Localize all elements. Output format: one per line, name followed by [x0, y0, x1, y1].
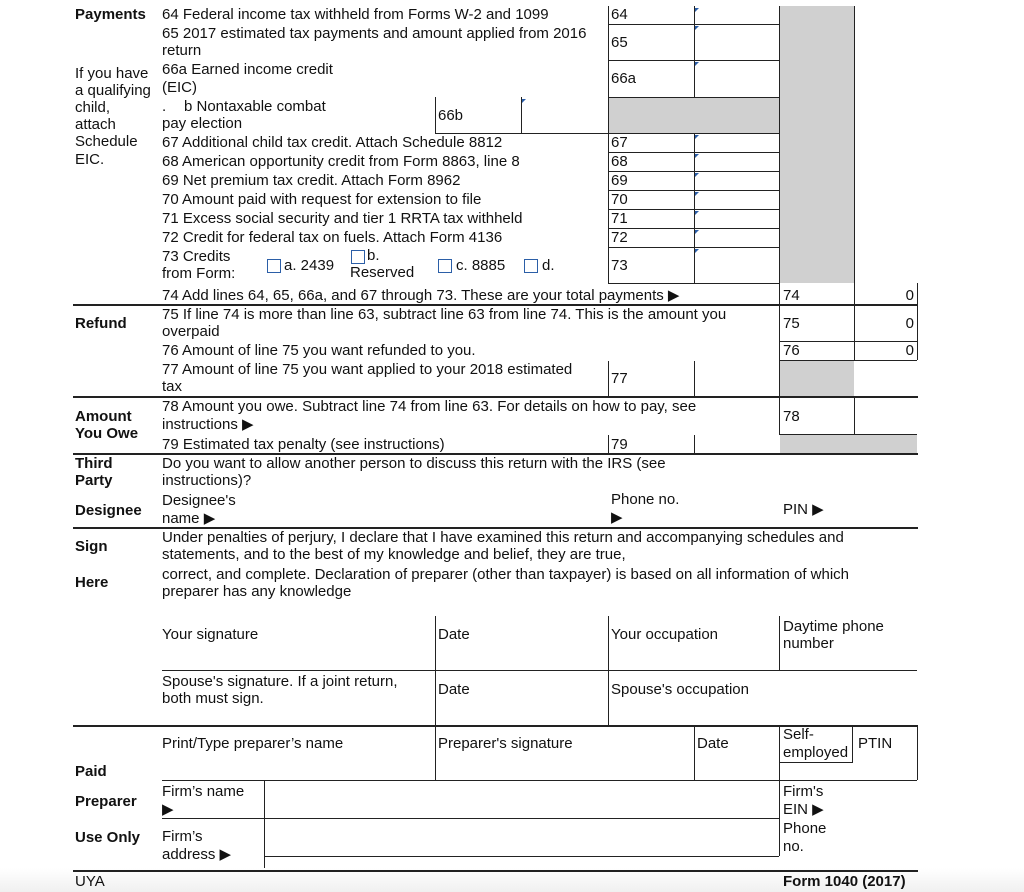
line-73-label-1: 73 Credits	[162, 248, 231, 265]
spouse-signature-label-1: Spouse's signature. If a joint return,	[162, 673, 398, 690]
section-third-party-2: Party	[75, 472, 113, 489]
line-66a-label-2: (EIC)	[162, 79, 197, 96]
line-66a-label-1: 66a Earned income credit	[162, 61, 333, 78]
field-marker-71	[695, 211, 699, 215]
grid-line	[779, 781, 780, 856]
section-preparer: Preparer	[75, 793, 137, 810]
grid-line	[779, 283, 780, 360]
input-your-date[interactable]	[436, 645, 607, 669]
box-67: 67	[611, 134, 628, 151]
input-line-78[interactable]	[855, 398, 917, 434]
designee-question-1: Do you want to allow another person to discuss this return with the IRS (see	[162, 455, 666, 472]
eic-note-2: a qualifying	[75, 82, 151, 99]
checkbox-2439-label: a. 2439	[284, 257, 335, 274]
line-67-label: 67 Additional child tax credit. Attach Schedule 8812	[162, 134, 503, 151]
spouse-occupation-label: Spouse's occupation	[611, 681, 749, 698]
grid-line	[854, 6, 855, 283]
grid-line	[608, 60, 779, 61]
box-71: 71	[611, 210, 628, 227]
grid-line	[779, 6, 780, 283]
your-occupation-label: Your occupation	[611, 626, 719, 643]
declaration-1: Under penalties of perjury, I declare that I have examined this return and accompanying schedules and	[162, 529, 844, 546]
input-line-66a[interactable]	[694, 60, 779, 97]
grid-line	[854, 398, 855, 434]
preparer-signature-label: Preparer's signature	[438, 735, 573, 752]
eic-note-4: attach	[75, 116, 116, 133]
line-77-label-1: 77 Amount of line 75 you want applied to your 2018 estimated	[162, 361, 573, 378]
input-designee-name[interactable]	[230, 492, 600, 527]
field-marker-68	[695, 154, 699, 158]
line-75-label-1: 75 If line 74 is more than line 63, subtract line 63 from line 74. This is the amount you	[162, 306, 727, 323]
input-preparer-name[interactable]	[162, 755, 434, 779]
grid-line	[608, 247, 779, 248]
line-70-label: 70 Amount paid with request for extension to file	[162, 191, 482, 208]
input-line-67[interactable]	[694, 133, 779, 152]
input-line-65[interactable]	[694, 24, 779, 60]
checkbox-reserved-label-1: b.	[367, 247, 380, 264]
grid-line	[608, 171, 779, 172]
box-77: 77	[611, 370, 628, 387]
line-79-label: 79 Estimated tax penalty (see instructions)	[162, 436, 445, 453]
spouse-signature-label-2: both must sign.	[162, 690, 264, 707]
designee-phone-label-1: Phone no.	[611, 491, 680, 508]
input-firm-phone[interactable]	[815, 838, 917, 855]
declaration-4: preparer has any knowledge	[162, 583, 352, 600]
line-71-label: 71 Excess social security and tier 1 RRTA tax withheld	[162, 210, 523, 227]
designee-name-label-2: name ▶	[162, 510, 216, 527]
grid-line	[852, 726, 853, 762]
grid-line	[264, 856, 779, 857]
line-74-label: 74 Add lines 64, 65, 66a, and 67 through 73. These are your total payments ▶	[162, 287, 680, 304]
grid-line	[162, 670, 917, 671]
checkbox-d-label: d.	[542, 257, 555, 274]
daytime-phone-label-1: Daytime phone	[783, 618, 884, 635]
designee-name-label-1: Designee's	[162, 492, 236, 509]
field-marker-66b	[522, 99, 526, 103]
input-line-79[interactable]	[624, 435, 694, 453]
line-69-label: 69 Net premium tax credit. Attach Form 8962	[162, 172, 461, 189]
grid-line	[608, 152, 779, 153]
section-third-party-3: Designee	[75, 502, 142, 519]
input-designee-pin[interactable]	[830, 498, 917, 526]
daytime-phone-label-2: number	[783, 635, 834, 652]
input-firm-ein[interactable]	[840, 800, 917, 817]
firm-phone-label-2: no.	[783, 838, 804, 855]
grid-line	[854, 283, 855, 360]
preparer-name-label: Print/Type preparer’s name	[162, 735, 344, 752]
field-marker-66a	[695, 62, 699, 66]
field-marker-67	[695, 135, 699, 139]
input-spouse-signature[interactable]	[162, 708, 434, 725]
shaded-66b-area	[608, 97, 779, 133]
line-75-label-2: overpaid	[162, 323, 220, 340]
shaded-77-area	[780, 361, 854, 397]
section-amount-owe-1: Amount	[75, 408, 132, 425]
grid-line	[694, 726, 695, 780]
grid-line	[779, 434, 917, 435]
eic-note-3: child,	[75, 99, 111, 116]
footer-left: UYA	[75, 873, 105, 890]
grid-line	[608, 97, 779, 98]
grid-line	[435, 616, 436, 670]
grid-line	[694, 435, 695, 453]
box-70: 70	[611, 191, 628, 208]
box-68: 68	[611, 153, 628, 170]
shaded-column	[780, 6, 854, 283]
input-firm-address[interactable]	[265, 819, 779, 855]
grid-line	[608, 190, 779, 191]
grid-line	[694, 133, 695, 283]
your-date-label: Date	[438, 626, 470, 643]
input-firm-name[interactable]	[265, 781, 779, 817]
line-78-label-2: instructions ▶	[162, 416, 254, 433]
spouse-date-label: Date	[438, 681, 470, 698]
grid-line	[779, 361, 780, 397]
checkbox-reserved-label-2: Reserved	[350, 264, 415, 281]
input-designee-phone[interactable]	[630, 508, 775, 527]
field-marker-65	[695, 26, 699, 30]
section-amount-owe-2: You Owe	[75, 425, 139, 442]
designee-pin-label: PIN ▶	[783, 501, 824, 518]
checkbox-d[interactable]	[524, 259, 538, 273]
shaded-79-area	[780, 434, 917, 453]
line-73-label-2: from Form:	[162, 265, 236, 282]
input-line-72[interactable]	[694, 228, 779, 247]
section-here: Here	[75, 574, 109, 591]
input-line-70[interactable]	[694, 190, 779, 209]
input-your-occupation[interactable]	[609, 645, 779, 669]
input-line-77[interactable]	[694, 361, 779, 397]
section-sign: Sign	[75, 538, 108, 555]
value-line-75[interactable]: 0	[905, 315, 914, 332]
firm-address-label-2: address ▶	[162, 846, 232, 863]
field-marker-64	[695, 8, 699, 12]
box-79: 79	[611, 436, 628, 453]
section-refund: Refund	[75, 315, 127, 332]
firm-name-label-2: ▶	[162, 801, 174, 818]
firm-address-label-1: Firm’s	[162, 828, 203, 845]
footer-divider	[73, 870, 918, 872]
firm-ein-label-2: EIN ▶	[783, 801, 824, 818]
firm-name-label-1: Firm’s name	[162, 783, 245, 800]
box-66b: 66b	[438, 107, 464, 124]
input-line-71[interactable]	[694, 209, 779, 228]
line-78-label-1: 78 Amount you owe. Subtract line 74 from line 63. For details on how to pay, see	[162, 398, 697, 415]
input-line-64[interactable]	[694, 6, 779, 24]
input-line-69[interactable]	[694, 171, 779, 190]
input-line-68[interactable]	[694, 152, 779, 171]
grid-line	[917, 726, 918, 780]
line-65-label-1: 65 2017 estimated tax payments and amount applied from 2016	[162, 25, 587, 42]
box-75: 75	[783, 315, 800, 332]
firm-phone-label-1: Phone	[783, 820, 827, 837]
box-76: 76	[783, 342, 800, 359]
grid-line	[608, 435, 609, 453]
section-paid: Paid	[75, 763, 107, 780]
box-74: 74	[783, 287, 800, 304]
grid-line	[521, 97, 522, 133]
section-payments: Payments	[75, 6, 146, 23]
grid-line	[779, 398, 780, 434]
input-preparer-date[interactable]	[695, 755, 779, 779]
eic-note-6: EIC.	[75, 151, 105, 168]
checkbox-2439[interactable]	[267, 259, 281, 273]
firm-ein-label-1: Firm's	[783, 783, 824, 800]
grid-line	[435, 671, 436, 725]
line-66b-label-1: b Nontaxable combat	[184, 98, 326, 115]
ptin-label: PTIN	[858, 735, 893, 752]
box-66a: 66a	[611, 70, 637, 87]
declaration-3: correct, and complete. Declaration of preparer (other than taxpayer) is based on all information of which	[162, 566, 850, 583]
box-78: 78	[783, 408, 800, 425]
self-employed-label-2: employed	[783, 744, 849, 761]
input-your-signature[interactable]	[162, 645, 434, 669]
input-line-66b[interactable]	[521, 97, 608, 133]
grid-line	[608, 361, 609, 397]
eic-note-1: If you have	[75, 65, 149, 82]
footer-form-number: Form 1040 (2017)	[783, 873, 906, 890]
line-65-label-2: return	[162, 42, 202, 59]
grid-line	[694, 361, 695, 397]
box-64: 64	[611, 6, 628, 23]
grid-line	[780, 762, 853, 763]
field-marker-70	[695, 192, 699, 196]
line-68-label: 68 American opportunity credit from Form 8863, line 8	[162, 153, 520, 170]
grid-line	[608, 228, 779, 229]
declaration-2: statements, and to the best of my knowledge and belief, they are true,	[162, 546, 626, 563]
line-66b-label-2: pay election	[162, 115, 243, 132]
field-marker-72	[695, 230, 699, 234]
line-77-label-2: tax	[162, 378, 183, 395]
checkbox-reserved[interactable]	[351, 250, 365, 264]
input-preparer-signature[interactable]	[436, 755, 693, 779]
your-signature-label: Your signature	[162, 626, 259, 643]
grid-line	[435, 97, 436, 133]
grid-line	[779, 616, 780, 670]
input-ptin[interactable]	[855, 755, 917, 779]
box-65: 65	[611, 34, 628, 51]
field-marker-73	[695, 249, 699, 253]
grid-line	[435, 133, 779, 134]
input-line-73[interactable]	[694, 247, 779, 283]
line-72-label: 72 Credit for federal tax on fuels. Attach Form 4136	[162, 229, 503, 246]
grid-line	[608, 209, 779, 210]
preparer-date-label: Date	[697, 735, 729, 752]
designee-question-2: instructions)?	[162, 472, 252, 489]
eic-note-5: Schedule	[75, 133, 138, 150]
designee-phone-label-2: ▶	[611, 509, 623, 526]
grid-line	[608, 283, 779, 284]
field-marker-69	[695, 173, 699, 177]
section-use-only: Use Only	[75, 829, 141, 846]
grid-line	[917, 283, 918, 360]
grid-line	[608, 6, 609, 283]
checkbox-8885[interactable]	[438, 259, 452, 273]
line-66b-dot: .	[162, 98, 167, 115]
grid-line	[435, 726, 436, 780]
self-employed-label-1: Self-	[783, 726, 814, 743]
value-line-74[interactable]: 0	[905, 287, 914, 304]
section-third-party-1: Third	[75, 455, 113, 472]
grid-line	[694, 6, 695, 97]
input-spouse-occupation[interactable]	[609, 700, 779, 724]
box-69: 69	[611, 172, 628, 189]
box-73: 73	[611, 257, 628, 274]
grid-line	[608, 24, 779, 25]
box-72: 72	[611, 229, 628, 246]
grid-line	[779, 360, 917, 361]
grid-line	[779, 726, 780, 780]
input-spouse-date[interactable]	[436, 700, 607, 724]
line-64-label: 64 Federal income tax withheld from Forms W-2 and 1099	[162, 6, 549, 23]
input-daytime-phone[interactable]	[780, 652, 917, 670]
line-76-label: 76 Amount of line 75 you want refunded to you.	[162, 342, 476, 359]
checkbox-8885-label: c. 8885	[456, 257, 506, 274]
value-line-76[interactable]: 0	[905, 342, 914, 359]
